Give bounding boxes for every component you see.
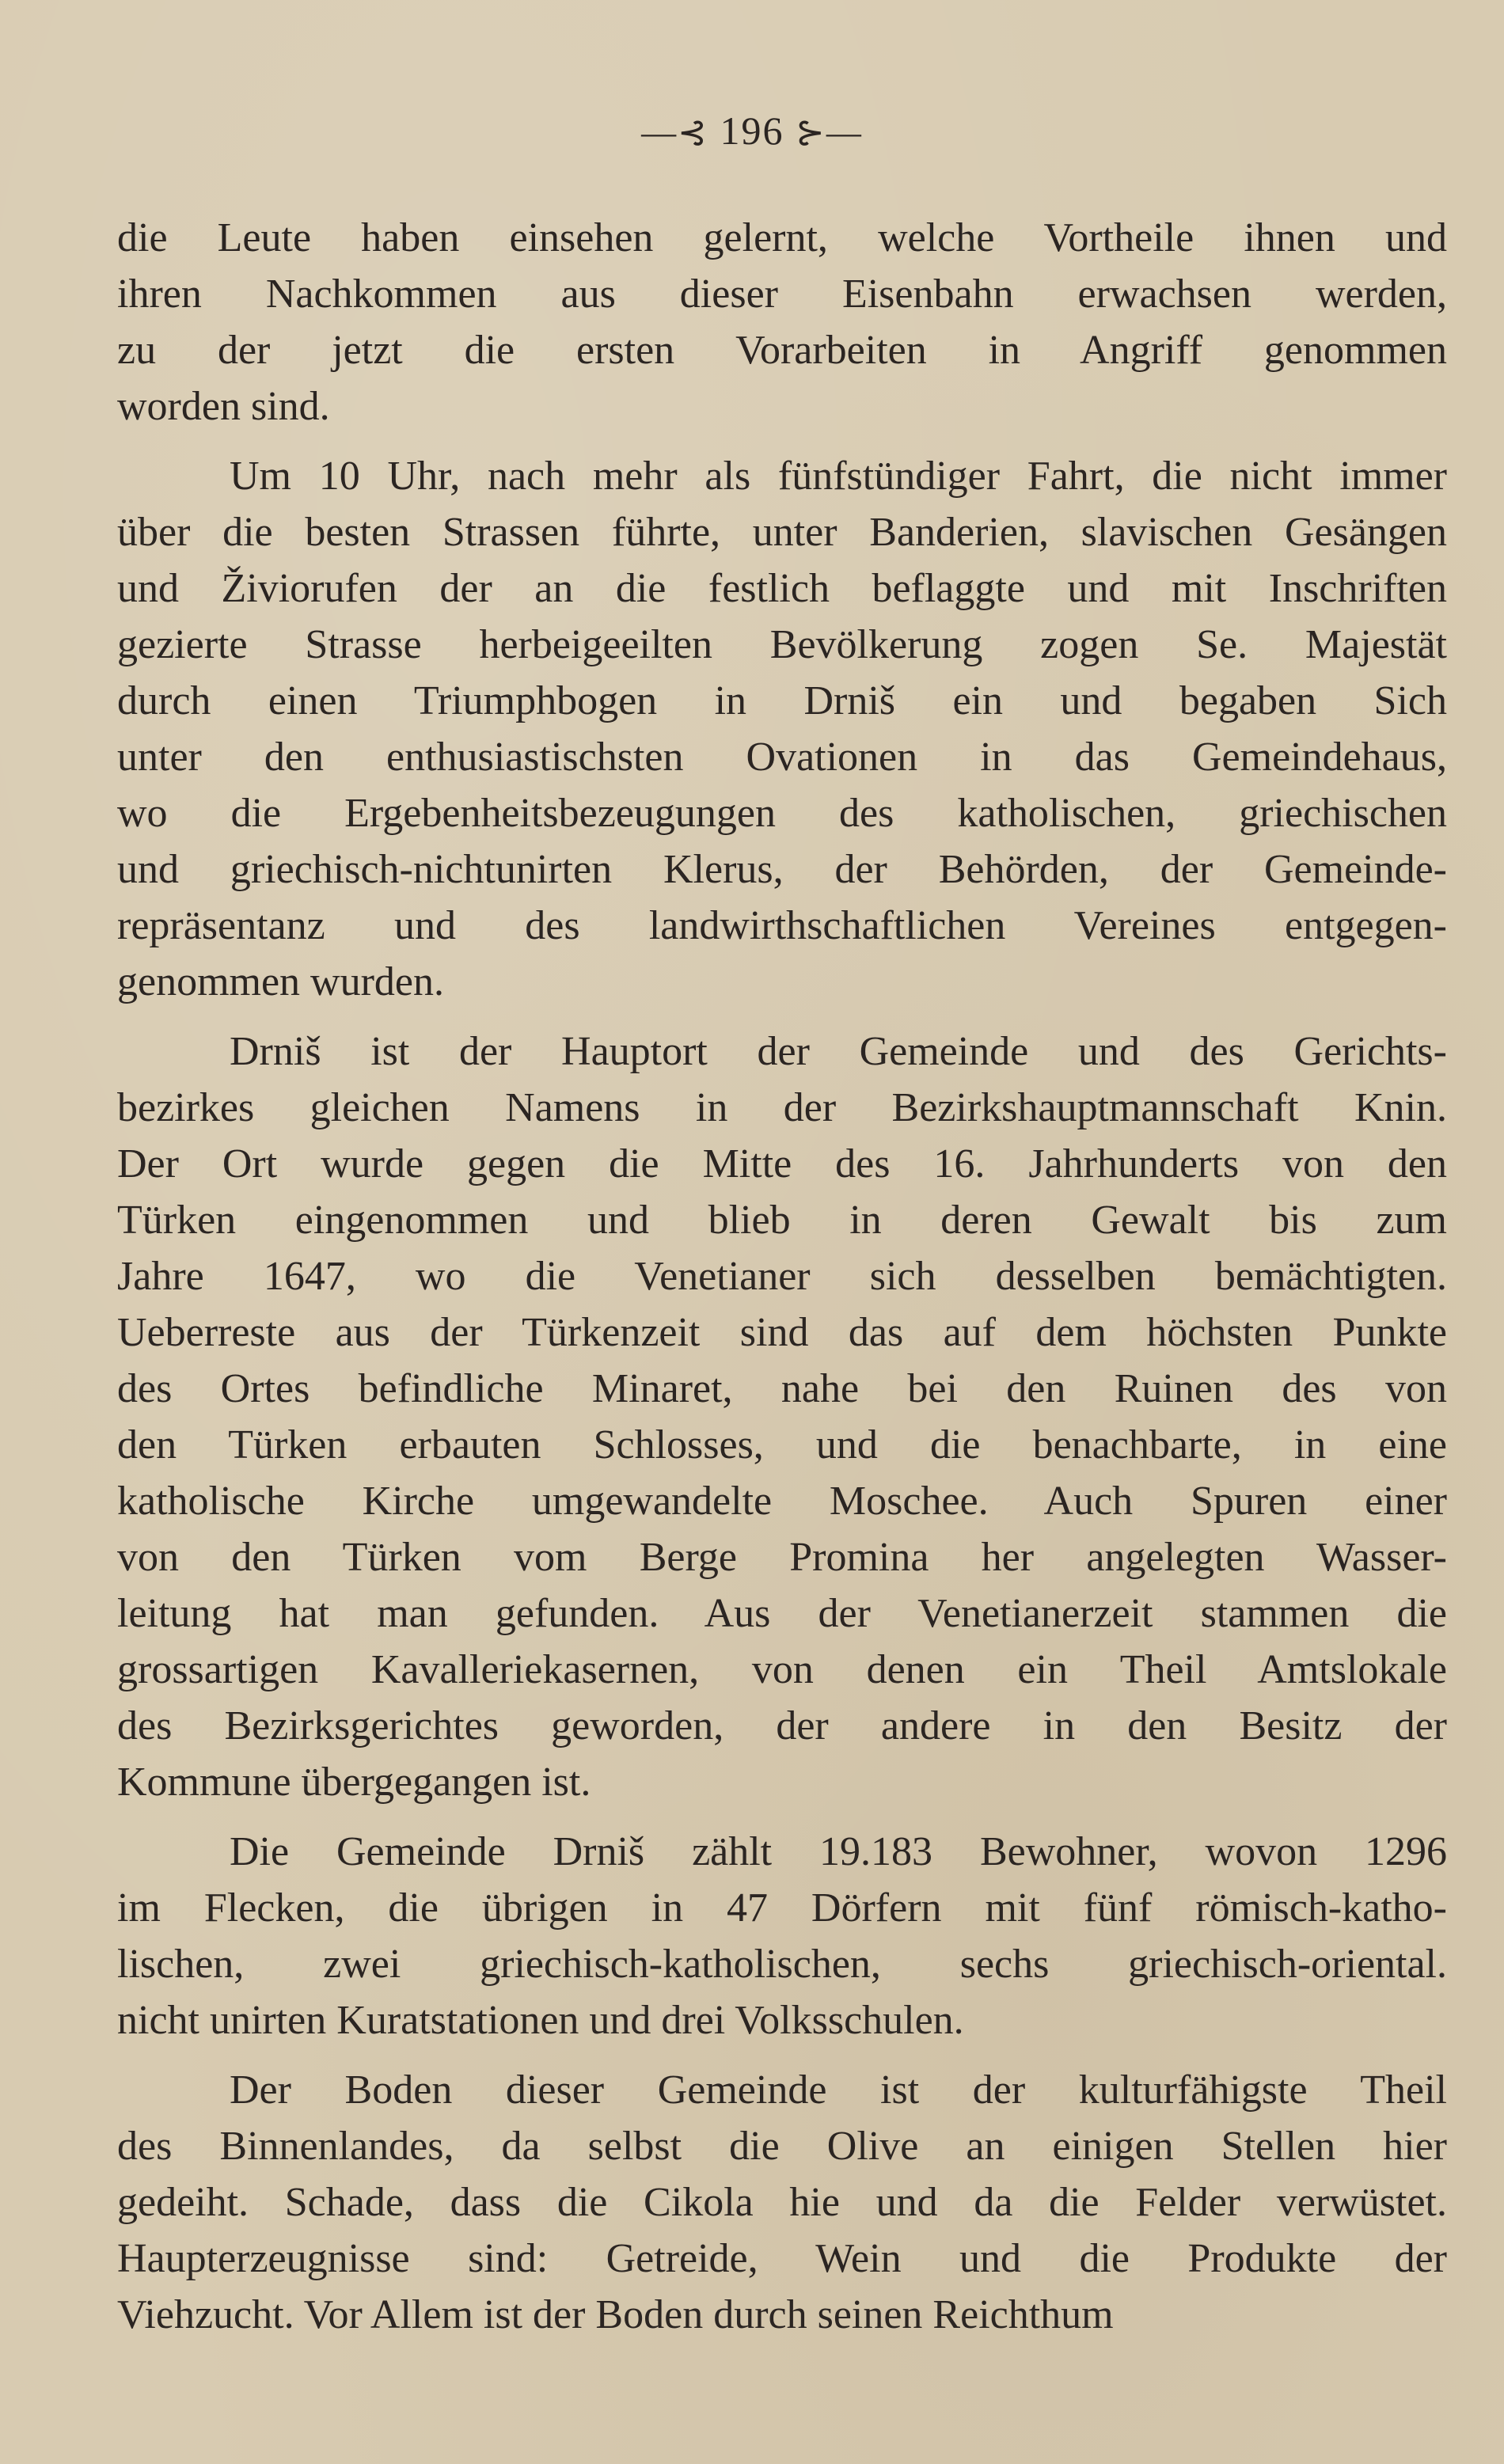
text-line: und griechisch-nichtunirten Klerus, der Behörden, der Gemeinde- — [117, 847, 1447, 892]
text-line: nicht unirten Kuratstationen und drei Volksschulen. — [117, 1998, 964, 2043]
text-line: die Leute haben einsehen gelernt, welche Vortheile ihnen und — [117, 215, 1447, 260]
text-line: Der Boden dieser Gemeinde ist der kulturfähigste Theil — [230, 2067, 1447, 2113]
paragraph — [117, 2062, 1447, 2343]
right-ornament: ⊱— — [796, 113, 863, 152]
text-line: Haupterzeugnisse sind: Getreide, Wein und die Produkte der — [117, 2236, 1447, 2281]
text-line: zu der jetzt die ersten Vorarbeiten in Angriff genommen — [117, 328, 1447, 373]
text-line: lischen, zwei griechisch-katholischen, sechs griechisch-oriental. — [117, 1942, 1447, 1987]
text-line: Jahre 1647, wo die Venetianer sich desselben bemächtigten. — [117, 1254, 1447, 1299]
text-line: Kommune übergegangen ist. — [117, 1760, 591, 1805]
text-line: genommen wurden. — [117, 959, 445, 1004]
page-number: 196 — [720, 108, 784, 153]
text-line: Die Gemeinde Drniš zählt 19.183 Bewohner, wovon 1296 — [230, 1829, 1447, 1874]
text-line: Um 10 Uhr, nach mehr als fünfstündiger Fahrt, die nicht immer — [230, 454, 1447, 499]
text-line: des Ortes befindliche Minaret, nahe bei den Ruinen des von — [117, 1366, 1447, 1411]
text-line: des Bezirksgerichtes geworden, der andere in den Besitz der — [117, 1703, 1447, 1748]
text-line: leitung hat man gefunden. Aus der Venetianerzeit stammen die — [117, 1591, 1447, 1636]
text-line: des Binnenlandes, da selbst die Olive an einigen Stellen hier — [117, 2124, 1447, 2169]
text-line: grossartigen Kavalleriekasernen, von denen ein Theil Amtslokale — [117, 1647, 1447, 1692]
text-line: und Živiorufen der an die festlich beflaggte und mit Inschriften — [117, 566, 1447, 611]
text-line: von den Türken vom Berge Promina her angelegten Wasser- — [117, 1535, 1447, 1580]
text-line: durch einen Triumphbogen in Drniš ein und begaben Sich — [117, 678, 1447, 723]
text-line: bezirkes gleichen Namens in der Bezirkshauptmannschaft Knin. — [117, 1085, 1447, 1130]
text-line: den Türken erbauten Schlosses, und die benachbarte, in eine — [117, 1422, 1447, 1467]
text-line: Der Ort wurde gegen die Mitte des 16. Jahrhunderts von den — [117, 1141, 1447, 1186]
text-line: Viehzucht. Vor Allem ist der Boden durch seinen Reichthum — [117, 2292, 1114, 2337]
text-line: repräsentanz und des landwirthschaftlichen Vereines entgegen- — [117, 903, 1447, 948]
text-line: worden sind. — [117, 384, 330, 429]
body-text — [117, 210, 1447, 2356]
paragraph — [117, 1023, 1447, 1810]
paragraph — [117, 210, 1447, 435]
left-ornament: —⊰ — [641, 113, 708, 152]
text-line: gezierte Strasse herbeigeeilten Bevölkerung zogen Se. Majestät — [117, 622, 1447, 667]
text-line: im Flecken, die übrigen in 47 Dörfern mit fünf römisch-katho- — [117, 1885, 1447, 1931]
text-line: über die besten Strassen führte, unter Banderien, slavischen Gesängen — [117, 510, 1447, 555]
text-line: ihren Nachkommen aus dieser Eisenbahn erwachsen werden, — [117, 271, 1447, 317]
text-line: Ueberreste aus der Türkenzeit sind das auf dem höchsten Punkte — [117, 1310, 1447, 1355]
text-line: Türken eingenommen und blieb in deren Gewalt bis zum — [117, 1198, 1447, 1243]
paragraph — [117, 1824, 1447, 2048]
paragraph — [117, 448, 1447, 1010]
text-line: gedeiht. Schade, dass die Cikola hie und da die Felder verwüstet. — [117, 2180, 1447, 2225]
page-header — [0, 107, 1504, 157]
text-line: katholische Kirche umgewandelte Moschee. Auch Spuren einer — [117, 1479, 1447, 1524]
text-line: wo die Ergebenheitsbezeugungen des katholischen, griechischen — [117, 791, 1447, 836]
text-line: unter den enthusiastischsten Ovationen in das Gemeindehaus, — [117, 735, 1447, 780]
text-line: Drniš ist der Hauptort der Gemeinde und des Gerichts- — [230, 1029, 1447, 1074]
